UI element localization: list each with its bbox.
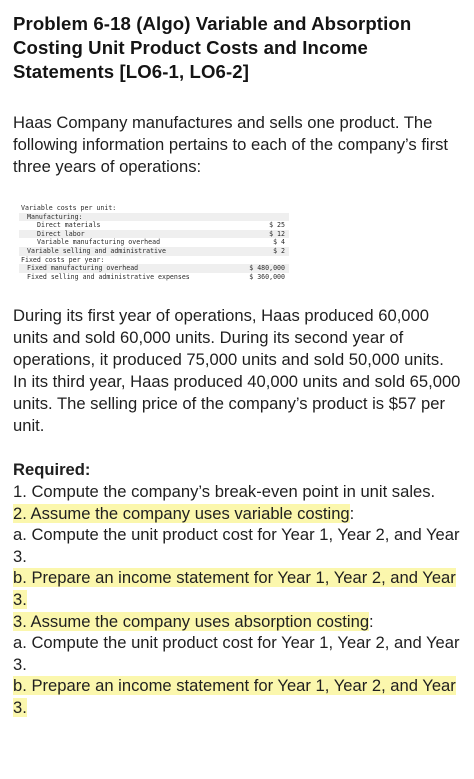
cost-row xyxy=(19,213,289,222)
cost-row xyxy=(19,221,289,230)
cost-value: $ 25 xyxy=(269,221,285,230)
cost-label: Fixed manufacturing overhead xyxy=(27,264,139,273)
cost-table xyxy=(19,204,289,281)
required-item-2a: a. Compute the unit product cost for Year 1, Year 2, and Year 3. xyxy=(13,525,460,566)
cost-value: $ 2 xyxy=(273,246,285,255)
cost-value: $ 4 xyxy=(273,238,285,247)
operations-paragraph: During its first year of operations, Haas produced 60,000 units and sold 60,000 units. During its second year of operations, it produced 75,000 units and sold 50,000 units. In its third year, Haas produced 40,000 units and sold 65,000 units. The selling price of the company’s product is $57 per unit. xyxy=(13,306,461,436)
required-item-3b xyxy=(13,675,461,718)
intro-paragraph: Haas Company manufactures and sells one product. The following information pertains to each of the company’s first three years of operations: xyxy=(13,113,449,176)
required-item-2-suffix: : xyxy=(349,503,355,523)
cost-value: $ 12 xyxy=(269,229,285,238)
highlighted-text: 2. Assume the company uses variable costing xyxy=(13,503,350,523)
cost-value: $ 360,000 xyxy=(249,272,285,281)
cost-row xyxy=(19,247,289,256)
required-section xyxy=(13,459,461,718)
cost-row xyxy=(19,264,289,273)
cost-row xyxy=(19,273,289,282)
required-item-3a: a. Compute the unit product cost for Year 1, Year 2, and Year 3. xyxy=(13,633,460,674)
cost-row xyxy=(19,230,289,239)
required-item-3-suffix: : xyxy=(369,611,374,631)
cost-label: Variable costs per unit: xyxy=(21,204,117,212)
highlighted-text: 3. Assume the company uses absorption costing xyxy=(13,611,370,631)
required-item-2 xyxy=(13,503,461,525)
cost-row xyxy=(19,204,289,213)
highlighted-text: b. Prepare an income statement for Year 1, Year 2, and Year 3. xyxy=(13,568,456,609)
cost-label: Variable manufacturing overhead xyxy=(37,238,161,247)
cost-label: Fixed costs per year: xyxy=(21,255,105,264)
required-item-3 xyxy=(13,611,461,633)
required-item-2b xyxy=(13,567,461,610)
cost-row xyxy=(19,256,289,265)
cost-label: Manufacturing: xyxy=(27,212,83,221)
cost-row xyxy=(19,238,289,247)
cost-label: Direct materials xyxy=(37,221,101,230)
problem-title: Problem 6-18 (Algo) Variable and Absorption Costing Unit Product Costs and Income Statements [LO6-1, LO6-2] xyxy=(13,13,412,82)
required-heading: Required: xyxy=(13,460,91,480)
cost-label: Fixed selling and administrative expenses xyxy=(27,272,190,281)
cost-label: Variable selling and administrative xyxy=(27,246,166,255)
cost-value: $ 480,000 xyxy=(249,264,285,273)
required-item-1: 1. Compute the company’s break-even point in unit sales. xyxy=(13,481,436,501)
problem-page xyxy=(13,12,461,718)
cost-label: Direct labor xyxy=(37,229,85,238)
highlighted-text: b. Prepare an income statement for Year 1, Year 2, and Year 3. xyxy=(13,676,456,717)
